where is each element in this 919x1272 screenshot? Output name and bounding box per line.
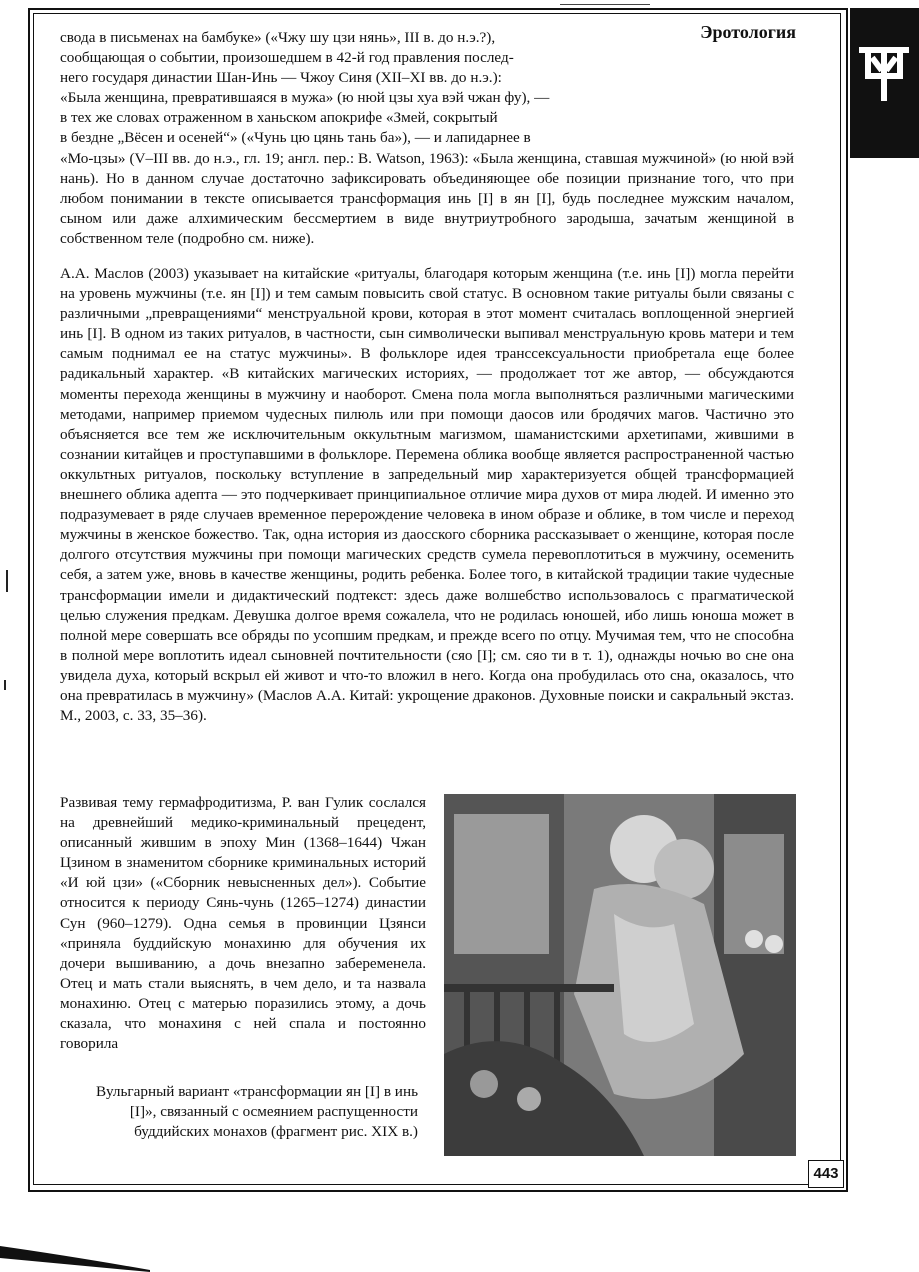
paragraph-1-line: свода в письменах на бамбуке» («Чжу шу цзи нянь», III в. до н.э.?), [60, 29, 496, 46]
chinese-character-glyph-icon [852, 38, 916, 102]
illustration-figure [444, 794, 796, 1156]
paragraph-2: А.А. Маслов (2003) указывает на китайские «ритуалы, благодаря которым женщина (т.е. инь [I]) могла перейти на уровень мужчины (т.е. ян [I]) и тем самым повысить свой статус. В основном такие ритуалы были связаны с различными „превращениями“ менструальной крови, которая в этот момент считалась воплощенной энергией инь [I]. В одном из таких ритуалов, в частности, сын символически выпивал менструальную кровь матери и тем самым поднимал ее на статус мужчины». В фольклоре идея транссексуальности приобретала еще более радикальный характер. «В китайских магических историях, — продолжает тот же автор, — обсуждаются моменты перехода женщины в мужчину и наоборот. Смена пола могла выполняться различными магическими методами, например приемом чудесных пилюль или при помощи даосов или бродячих магов. Частично это объясняется все тем же исключительным оккультным магизмом, шаманистскими архетипами, жившими в сознании китайцев и проступавшими в фольклоре. Перемена облика вообще является распространенной частью оккультных ритуалов, поскольку вступление в запредельный мир характеризуется общей трансформацией внешнего облика адепта — это подчеркивает принципиальное отличие мира духов от мира людей. И именно это подразумевает в ряде случаев временное перерождение человека в ином образе и облике, в том числе и переход мужчины в женское божество. Так, одна история из даосского сборника рассказывает о женщине, которая после долгого отсутствия мужчины при помощи магических средств сумела перевоплотиться в мужчину, осеменить себя, а затем уже, вновь в качестве женщины, родить ребенка. Более того, в китайской традиции такие чудесные трансформации имели и дидактический подтекст: здесь даже волшебство использовалось с прагматической целью служения предкам. Девушка долгое время сожалела, что не родилась юношей, ибо лишь юноша может в полной мере совершать все обряды по усопшим предкам, и прежде всего по отцу. Мучимая тем, что не способна в полной мере воплотить идеал сыновней почтительности (сяо [I]; см. сяо ти в т. 1), однажды ночью во сне она увидела духа, который вскрыл ей живот и что-то вложил в него. Когда она пробудилась ото сна, оказалось, что она превратилась в мужчину» (Маслов А.А. Китай: укрощение драконов. Духовные поиски и сакральный экстаз. М., 2003, с. 33, 35–36). [60, 265, 794, 725]
paragraph-1-rest: «Мо-цзы» (V–III вв. до н.э., гл. 19; англ. пер.: В. Watson, 1963): «Была женщина, ставшая мужчиной» (ю нюй вэй нань). Но в данном случае достаточно зафиксировать объединяющее обе позиции признание того, что при любом понимании в тексте описывается трансформация инь [I] в ян [I], будь последнее мужским началом, сыном или даже алхимическим бессмертием в виде внутриутробного зародыша, зачатым женщиной в собственном теле (подробно см. ниже). [60, 149, 794, 247]
paragraph-1-line: «Была женщина, превратившаяся в мужа» (ю нюй цзы хуа вэй чжан фу), — [60, 89, 550, 107]
paragraph-1 [60, 28, 794, 249]
paragraph-1-line: сообщающая о событии, произошедшем в 42-й год правления послед- [60, 49, 514, 67]
page-number: 443 [808, 1160, 844, 1188]
margin-mark [4, 680, 6, 690]
paragraph-3: Развивая тему гермафродитизма, Р. ван Гулик сослался на древнейший медико-криминальный прецедент, описанный жившим в эпоху Мин (1368–1644) Чжан Цзином в знаменитом сборнике криминальных историй «И юй цзи» («Сборник невысненных дел»). Событие относится к периоду Сянь-чунь (1265–1274) династии Сун (960–1279). Одна семья в провинции Цзянси «приняла буддийскую монахиню для обучения их дочери вышиванию, а дочь внезапно забеременела. Отец и мать стали выяснять, в чем дело, и та назвала монахиню. Отец с матерью поразились этому, а дочь сказала, что монахиня с ней спала и постоянно говорила [60, 794, 426, 1053]
paragraph-1-line: него государя династии Шан-Инь — Чжоу Синя (XII–XI вв. до н.э.): [60, 69, 502, 87]
paragraph-1-line: в бездне „Вёсен и осеней“» («Чунь цю цянь тань ба»), — и лапидарнее в [60, 129, 531, 147]
margin-mark [6, 570, 8, 592]
top-rule [560, 4, 650, 5]
scan-artifact [0, 1238, 150, 1272]
figure-caption: Вульгарный вариант «трансформации ян [I] в инь [I]», связанный с осмеянием распущенности буддийских монахов (фрагмент рис. XIX в.) [96, 1083, 418, 1141]
section-title: Эротология [700, 22, 796, 42]
paragraph-1-line: в тех же словах отраженном в ханьском апокрифе «Змей, сокрытый [60, 109, 498, 127]
